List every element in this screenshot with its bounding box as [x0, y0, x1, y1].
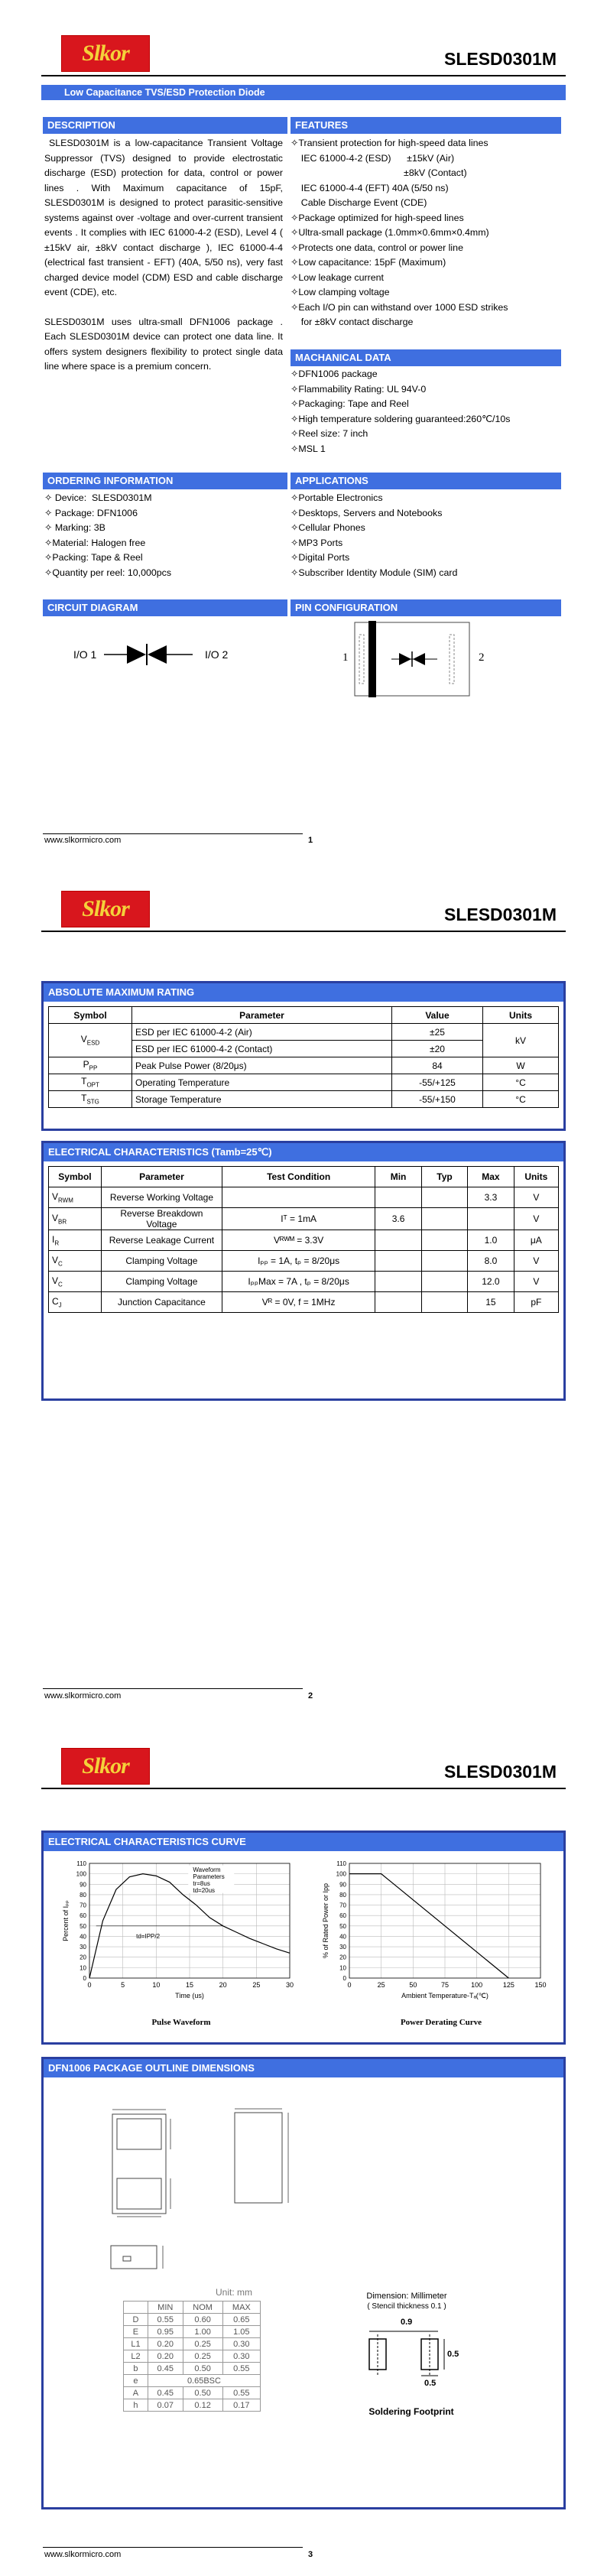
- table-header-cell: Symbol: [49, 1007, 132, 1024]
- y-tick-label: 40: [80, 1933, 86, 1941]
- ordering-item: ✧ Marking: 3B: [44, 522, 105, 533]
- soldering-footprint: [359, 2318, 458, 2402]
- dim-value-cell: 0.30: [222, 2338, 260, 2350]
- footprint-caption: Soldering Footprint: [368, 2406, 454, 2417]
- symbol-subscript: R: [54, 1239, 60, 1247]
- typ-cell: [421, 1187, 467, 1208]
- package-outline-section: [41, 2057, 566, 2509]
- pin-configuration-diagram: [336, 621, 489, 697]
- footer-url[interactable]: www.slkormicro.com: [44, 836, 122, 845]
- footer-rule: [43, 833, 303, 834]
- dim-value-cell: 0.45: [148, 2387, 183, 2399]
- waveform-legend-text: Parameters: [193, 1873, 225, 1880]
- dim-symbol-cell: L2: [124, 2350, 148, 2363]
- package-top-view-drawing: [227, 2107, 304, 2214]
- y-tick-label: 80: [339, 1891, 346, 1899]
- parameter-cell: ESD per IEC 61000-4-2 (Contact): [132, 1041, 392, 1057]
- curve-section: [41, 1830, 566, 2045]
- pulse-waveform-chart: [59, 1857, 304, 2010]
- unit-cell: kV: [483, 1024, 559, 1057]
- parameter-cell: Peak Pulse Power (8/20μs): [132, 1057, 392, 1074]
- waveform-legend-text: Waveform: [193, 1866, 221, 1873]
- value-cell: -55/+150: [392, 1091, 483, 1108]
- table-header-cell: Parameter: [101, 1167, 222, 1187]
- x-tick-label: 0: [347, 1981, 352, 1989]
- table-header-cell: Parameter: [132, 1007, 392, 1024]
- condition-cell: Vᴿᵂᴹ = 3.3V: [222, 1230, 375, 1251]
- footprint-dimension-title: Dimension: Millimeter: [366, 2292, 447, 2301]
- dim-value-cell: 0.60: [183, 2314, 222, 2326]
- feature-item: ✧Package optimized for high-speed lines: [291, 212, 464, 223]
- table-header-cell: Symbol: [49, 1167, 102, 1187]
- mechanical-item: ✧Packaging: Tape and Reel: [291, 398, 409, 409]
- y-tick-label: 10: [80, 1964, 86, 1972]
- max-cell: 1.0: [468, 1230, 514, 1251]
- feature-item: ✧Transient protection for high-speed data lines: [291, 138, 489, 148]
- dim-value-cell: 0.45: [148, 2363, 183, 2375]
- typ-cell: [421, 1272, 467, 1292]
- min-cell: 3.6: [375, 1208, 421, 1230]
- unit-cell: μA: [514, 1230, 558, 1251]
- dim-symbol-cell: A: [124, 2387, 148, 2399]
- x-tick-label: 15: [185, 1981, 194, 1989]
- y-tick-label: 110: [336, 1860, 346, 1867]
- symbol-cell: $V_{ESD}$: [49, 1024, 132, 1057]
- page-number: 2: [308, 1691, 313, 1701]
- unit-cell: °C: [483, 1091, 559, 1108]
- unit-cell: V: [514, 1187, 558, 1208]
- header-rule: [41, 75, 566, 76]
- symbol-subscript: C: [58, 1260, 63, 1268]
- value-cell: ±20: [392, 1041, 483, 1057]
- x-tick-label: 125: [502, 1981, 514, 1989]
- table-row: [49, 1057, 559, 1074]
- page-number: 1: [308, 836, 313, 845]
- symbol-subscript: RWM: [58, 1197, 73, 1204]
- pulse-waveform-caption: Pulse Waveform: [151, 2018, 211, 2027]
- dim-symbol-cell: h: [124, 2399, 148, 2412]
- feature-item: IEC 61000-4-4 (EFT) 40A (5/50 ns): [291, 182, 449, 193]
- table-row: [49, 1024, 559, 1041]
- dim-row: [124, 2326, 261, 2338]
- y-tick-label: 0: [342, 1975, 346, 1982]
- mechanical-item: ✧Flammability Rating: UL 94V-0: [291, 383, 427, 395]
- max-cell: 15: [468, 1292, 514, 1313]
- absolute-max-section: [41, 981, 566, 1131]
- footer-url[interactable]: www.slkormicro.com: [44, 1691, 122, 1701]
- footprint-pad-width-label: 0.5: [424, 2379, 437, 2388]
- dim-value-cell: 0.65BSC: [148, 2375, 260, 2387]
- x-tick-label: 150: [534, 1981, 547, 1989]
- footprint-stencil-note: ( Stencil thickness 0.1 ): [367, 2302, 446, 2311]
- value-cell: -55/+125: [392, 1074, 483, 1091]
- feature-item: ✧Each I/O pin can withstand over 1000 ESD strikes: [291, 301, 508, 313]
- mechanical-item: ✧Reel size: 7 inch: [291, 428, 368, 439]
- ordering-list: [44, 491, 283, 580]
- feature-item: ✧Protects one data, control or power line: [291, 242, 463, 253]
- symbol-cell: $V_{RWM}$: [49, 1187, 102, 1208]
- table-row: [49, 1292, 559, 1313]
- y-tick-label: 20: [339, 1954, 346, 1961]
- header-rule: [41, 1788, 566, 1789]
- package-bottom-view-drawing: [105, 2107, 181, 2221]
- y-tick-label: 40: [339, 1933, 346, 1941]
- y-tick-label: 0: [83, 1975, 86, 1982]
- max-cell: [468, 1208, 514, 1230]
- y-tick-label: 30: [339, 1944, 346, 1951]
- typ-cell: [421, 1251, 467, 1272]
- max-cell: 12.0: [468, 1272, 514, 1292]
- typ-cell: [421, 1230, 467, 1251]
- table-row: [49, 1230, 559, 1251]
- condition-cell: Vᴿ = 0V, f = 1MHz: [222, 1292, 375, 1313]
- y-tick-label: 30: [80, 1944, 86, 1951]
- mechanical-list: [291, 367, 561, 456]
- table-header-cell: Typ: [421, 1167, 467, 1187]
- dim-value-cell: 1.05: [222, 2326, 260, 2338]
- unit-cell: V: [514, 1272, 558, 1292]
- curve-section-header: ELECTRICAL CHARACTERISTICS CURVE: [44, 1833, 563, 1851]
- x-axis-label: Ambient Temperature-Tₐ(℃): [401, 1992, 489, 1999]
- package-side-view-drawing: [89, 2235, 181, 2281]
- dim-value-cell: 0.20: [148, 2338, 183, 2350]
- y-tick-label: 60: [80, 1912, 86, 1920]
- unit-cell: V: [514, 1208, 558, 1230]
- unit-cell: °C: [483, 1074, 559, 1091]
- parameter-cell: Junction Capacitance: [101, 1292, 222, 1313]
- package-outline-header: DFN1006 PACKAGE OUTLINE DIMENSIONS: [44, 2059, 563, 2077]
- y-tick-label: 50: [80, 1922, 86, 1930]
- x-tick-label: 100: [471, 1981, 483, 1989]
- dim-value-cell: 0.12: [183, 2399, 222, 2412]
- max-cell: 8.0: [468, 1251, 514, 1272]
- y-tick-label: 70: [80, 1902, 86, 1909]
- x-tick-label: 30: [285, 1981, 294, 1989]
- dim-value-cell: 0.20: [148, 2350, 183, 2363]
- feature-item: ±8kV (Contact): [291, 167, 467, 178]
- unit-cell: W: [483, 1057, 559, 1074]
- header-rule: [41, 931, 566, 932]
- table-row: [49, 1208, 559, 1230]
- dim-value-cell: 0.50: [183, 2363, 222, 2375]
- unit-label: Unit: mm: [216, 2287, 252, 2298]
- table-row: [49, 1074, 559, 1091]
- description-paragraph-2: SLESD0301M uses ultra-small DFN1006 package . Each SLESD0301M device can protect one data line. It offers system designers flexibility to protect single data line where space is a premium concern.: [44, 316, 283, 372]
- symbol-subscript: PP: [89, 1064, 98, 1072]
- dim-value-cell: 0.55: [148, 2314, 183, 2326]
- table-header-cell: Min: [375, 1167, 421, 1187]
- td-annotation: td=IPP/2: [136, 1933, 161, 1941]
- dim-value-cell: 0.25: [183, 2338, 222, 2350]
- application-item: ✧Portable Electronics: [291, 492, 383, 503]
- application-item: ✧Digital Ports: [291, 552, 350, 563]
- value-cell: ±25: [392, 1024, 483, 1041]
- page-number: 3: [308, 2550, 313, 2559]
- typ-cell: [421, 1208, 467, 1230]
- table-header-cell: Units: [483, 1007, 559, 1024]
- parameter-cell: Storage Temperature: [132, 1091, 392, 1108]
- dim-value-cell: 0.95: [148, 2326, 183, 2338]
- parameter-cell: Reverse Breakdown Voltage: [101, 1208, 222, 1230]
- symbol-subscript: C: [58, 1281, 63, 1288]
- dim-symbol-cell: L1: [124, 2338, 148, 2350]
- x-tick-label: 25: [377, 1981, 385, 1989]
- power-derating-chart: [319, 1857, 556, 2010]
- symbol-subscript: STG: [86, 1098, 99, 1106]
- table-row: [49, 1187, 559, 1208]
- section-description-header: DESCRIPTION: [43, 117, 287, 134]
- dim-row: [124, 2399, 261, 2412]
- brand-logo: Slkor: [61, 35, 150, 72]
- footprint-width-label: 0.9: [401, 2318, 413, 2327]
- dim-header-cell: [124, 2302, 148, 2314]
- power-derating-caption: Power Derating Curve: [400, 2018, 482, 2027]
- x-tick-label: 75: [440, 1981, 450, 1989]
- parameter-cell: Clamping Voltage: [101, 1251, 222, 1272]
- circuit-diagram: [73, 639, 249, 670]
- y-axis-label: Percent of Iₚₚ: [62, 1900, 70, 1941]
- feature-item: IEC 61000-4-2 (ESD) ±15kV (Air): [291, 152, 455, 164]
- pin-1-label: 1: [342, 651, 349, 664]
- y-tick-label: 100: [336, 1870, 346, 1878]
- y-tick-label: 60: [339, 1912, 346, 1920]
- mechanical-item: ✧DFN1006 package: [291, 369, 378, 379]
- x-tick-label: 0: [87, 1981, 92, 1989]
- x-tick-label: 10: [152, 1981, 161, 1989]
- dim-row: [124, 2387, 261, 2399]
- dim-value-cell: 0.30: [222, 2350, 260, 2363]
- dim-value-cell: 0.07: [148, 2399, 183, 2412]
- part-number-title: SLESD0301M: [443, 905, 557, 924]
- application-item: ✧Subscriber Identity Module (SIM) card: [291, 567, 458, 578]
- x-tick-label: 25: [252, 1981, 261, 1989]
- typ-cell: [421, 1292, 467, 1313]
- mechanical-item: ✧MSL 1: [291, 443, 326, 454]
- symbol-cell: $V_C$: [49, 1272, 102, 1292]
- ordering-item: ✧Packing: Tape & Reel: [44, 552, 143, 563]
- symbol-cell: $V_C$: [49, 1251, 102, 1272]
- mechanical-item: ✧High temperature soldering guaranteed:260℃/10s: [291, 413, 511, 424]
- dim-row: [124, 2363, 261, 2375]
- part-number-title: SLESD0301M: [443, 1762, 557, 1782]
- y-tick-label: 70: [339, 1902, 346, 1909]
- dim-value-cell: 0.25: [183, 2350, 222, 2363]
- table-header-cell: Test Condition: [222, 1167, 375, 1187]
- value-cell: 84: [392, 1057, 483, 1074]
- dim-value-cell: 0.17: [222, 2399, 260, 2412]
- parameter-cell: Operating Temperature: [132, 1074, 392, 1091]
- electrical-char-section: [41, 1141, 566, 1401]
- ordering-item: ✧Quantity per reel: 10,000pcs: [44, 567, 172, 578]
- features-list: [291, 136, 561, 330]
- parameter-cell: ESD per IEC 61000-4-2 (Air): [132, 1024, 392, 1041]
- applications-list: [291, 491, 561, 580]
- symbol-cell: $T_{STG}$: [49, 1091, 132, 1108]
- dim-value-cell: 0.65: [222, 2314, 260, 2326]
- dim-symbol-cell: e: [124, 2375, 148, 2387]
- feature-item: ✧Low leakage current: [291, 271, 384, 283]
- x-axis-label: Time (us): [175, 1992, 204, 1999]
- y-tick-label: 90: [80, 1881, 86, 1889]
- y-tick-label: 110: [76, 1860, 86, 1867]
- symbol-cell: $V_{BR}$: [49, 1208, 102, 1230]
- footprint-pad-height-label: 0.5: [447, 2350, 459, 2359]
- dim-symbol-cell: D: [124, 2314, 148, 2326]
- y-tick-label: 10: [339, 1964, 346, 1972]
- pin-2-label: 2: [479, 651, 485, 664]
- dim-header-cell: MAX: [222, 2302, 260, 2314]
- dim-value-cell: 0.55: [222, 2363, 260, 2375]
- unit-cell: V: [514, 1251, 558, 1272]
- y-tick-label: 80: [80, 1891, 86, 1899]
- tvs-diode-symbol: [104, 639, 196, 670]
- unit-cell: pF: [514, 1292, 558, 1313]
- dim-header-cell: NOM: [183, 2302, 222, 2314]
- feature-item: Cable Discharge Event (CDE): [291, 197, 427, 208]
- y-tick-label: 50: [339, 1922, 346, 1930]
- parameter-cell: Clamping Voltage: [101, 1272, 222, 1292]
- application-item: ✧MP3 Ports: [291, 537, 343, 548]
- section-applications-header: APPLICATIONS: [291, 473, 561, 489]
- footprint-pads-drawing: [359, 2328, 458, 2382]
- footer-rule: [43, 2547, 303, 2548]
- min-cell: [375, 1230, 421, 1251]
- feature-item: ✧Low capacitance: 15pF (Maximum): [291, 257, 446, 268]
- dim-value-cell: 0.50: [183, 2387, 222, 2399]
- section-ordering-header: ORDERING INFORMATION: [43, 473, 287, 489]
- dim-value-cell: 1.00: [183, 2326, 222, 2338]
- waveform-legend-text: tr=8us: [193, 1879, 210, 1887]
- condition-cell: Iₚₚ = 1A, tₚ = 8/20μs: [222, 1251, 375, 1272]
- symbol-cell: $P_{PP}$: [49, 1057, 132, 1074]
- parameter-cell: Reverse Leakage Current: [101, 1230, 222, 1251]
- symbol-cell: $C_J$: [49, 1292, 102, 1313]
- dim-header-cell: MIN: [148, 2302, 183, 2314]
- x-tick-label: 20: [219, 1981, 227, 1989]
- condition-cell: Iᵀ = 1mA: [222, 1208, 375, 1230]
- ordering-item: ✧Material: Halogen free: [44, 537, 146, 548]
- footer-url[interactable]: www.slkormicro.com: [44, 2550, 122, 2559]
- package-pinout-drawing: [353, 621, 476, 697]
- subtitle-bar: Low Capacitance TVS/ESD Protection Diode: [41, 85, 566, 100]
- dimension-table: [123, 2301, 261, 2412]
- table-header-cell: Value: [392, 1007, 483, 1024]
- symbol-cell: $I_R$: [49, 1230, 102, 1251]
- ordering-item: ✧ Package: DFN1006: [44, 507, 138, 518]
- dim-value-cell: 0.55: [222, 2387, 260, 2399]
- dim-symbol-cell: b: [124, 2363, 148, 2375]
- circuit-io2-label: I/O 2: [205, 648, 229, 661]
- symbol-subscript: J: [58, 1301, 62, 1309]
- table-header-cell: Units: [514, 1167, 558, 1187]
- absolute-max-table: [48, 1006, 559, 1108]
- circuit-io1-label: I/O 1: [73, 648, 97, 661]
- feature-item: for ±8kV contact discharge: [291, 317, 414, 327]
- min-cell: [375, 1187, 421, 1208]
- table-row: [49, 1251, 559, 1272]
- brand-logo: Slkor: [61, 1748, 150, 1785]
- min-cell: [375, 1292, 421, 1313]
- x-tick-label: 50: [409, 1981, 417, 1989]
- min-cell: [375, 1272, 421, 1292]
- feature-item: ✧Ultra-small package (1.0mm×0.6mm×0.4mm): [291, 227, 489, 238]
- symbol-subscript: BR: [58, 1218, 67, 1226]
- y-tick-label: 100: [76, 1870, 86, 1878]
- symbol-subscript: OPT: [86, 1081, 99, 1089]
- dim-row: [124, 2338, 261, 2350]
- description-paragraph-1: SLESD0301M is a low-capacitance Transient Voltage Suppressor (TVS) designed to provide electrostatic discharge (ESD) protection for data, control or power lines . With Maximum capacitance of 15pF, SLESD0301M is designed to protect parasitic-sensitive systems against over -voltage and over-current transient events . It complies with IEC 61000-4-2 (ESD), Level 4 ( ±15kV air, ±8kV contact discharge ), IEC 61000-4-4 (electrical fast transient - EFT) (40A, 5/50 ns), very fast charged device model (CDM) ESD and cable discharge event (CDE), etc.: [44, 138, 283, 297]
- table-header-cell: Max: [468, 1167, 514, 1187]
- y-axis-label: % of Rated Power or Ipp: [322, 1882, 329, 1959]
- dim-row: [124, 2350, 261, 2363]
- min-cell: [375, 1251, 421, 1272]
- table-row: [49, 1091, 559, 1108]
- application-item: ✧Cellular Phones: [291, 522, 365, 533]
- parameter-cell: Reverse Working Voltage: [101, 1187, 222, 1208]
- brand-logo: Slkor: [61, 891, 150, 927]
- description-text: [44, 136, 283, 375]
- x-tick-label: 5: [121, 1981, 125, 1989]
- application-item: ✧Desktops, Servers and Notebooks: [291, 507, 443, 518]
- condition-cell: IₚₚMax = 7A , tₚ = 8/20μs: [222, 1272, 375, 1292]
- waveform-legend-text: td=20us: [193, 1886, 216, 1894]
- symbol-subscript: ESD: [86, 1039, 100, 1047]
- absolute-max-header: ABSOLUTE MAXIMUM RATING: [44, 983, 563, 1002]
- section-features-header: FEATURES: [291, 117, 561, 134]
- part-number-title: SLESD0301M: [443, 49, 557, 69]
- max-cell: 3.3: [468, 1187, 514, 1208]
- footer-rule: [43, 1688, 303, 1689]
- symbol-cell: $T_{OPT}$: [49, 1074, 132, 1091]
- dim-row: [124, 2314, 261, 2326]
- dim-row: [124, 2375, 261, 2387]
- feature-item: ✧Low clamping voltage: [291, 287, 390, 297]
- electrical-char-table: [48, 1166, 559, 1313]
- y-tick-label: 20: [80, 1954, 86, 1961]
- condition-cell: [222, 1187, 375, 1208]
- electrical-char-header: ELECTRICAL CHARACTERISTICS (Tamb=25℃): [44, 1143, 563, 1161]
- section-pin-config-header: PIN CONFIGURATION: [291, 599, 561, 616]
- ordering-item: ✧ Device: SLESD0301M: [44, 492, 152, 503]
- section-circuit-header: CIRCUIT DIAGRAM: [43, 599, 287, 616]
- dim-symbol-cell: E: [124, 2326, 148, 2338]
- table-row: [49, 1272, 559, 1292]
- section-mechanical-header: MACHANICAL DATA: [291, 349, 561, 366]
- y-tick-label: 90: [339, 1881, 346, 1889]
